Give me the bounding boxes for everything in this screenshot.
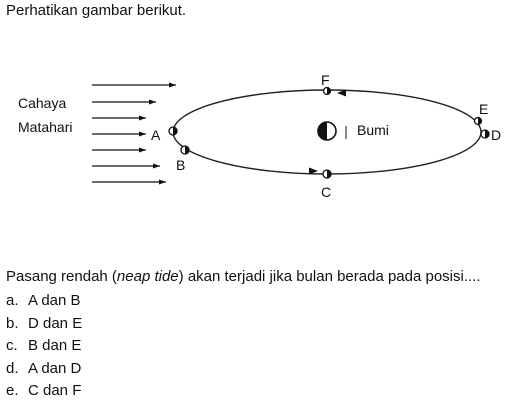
position-b-label: B	[176, 157, 186, 173]
moon-position-b	[181, 146, 189, 154]
option-e[interactable]	[6, 382, 82, 405]
earth-label: Bumi	[357, 122, 389, 138]
position-a-label: A	[151, 127, 161, 143]
option-a[interactable]	[6, 292, 82, 315]
moon-position-f	[324, 88, 331, 95]
intro-text: Perhatikan gambar berikut.	[6, 2, 187, 19]
option-letter: c.	[6, 337, 18, 354]
question-suffix: ) akan terjadi jika bulan berada pada posisi....	[178, 268, 481, 285]
moon-orbit-figure	[0, 60, 523, 210]
answer-options	[6, 292, 82, 405]
question-term: neap tide	[116, 268, 179, 285]
moon-position-c	[323, 170, 331, 178]
option-d[interactable]	[6, 360, 82, 383]
option-text: D dan E	[28, 314, 83, 332]
option-c[interactable]	[6, 337, 82, 360]
position-d-label: D	[491, 127, 502, 143]
moon-position-a	[169, 127, 177, 135]
option-text: B dan E	[28, 337, 82, 354]
option-text: C dan F	[28, 382, 82, 399]
option-letter: b.	[6, 314, 19, 332]
option-b[interactable]	[6, 315, 82, 338]
moon-position-e	[475, 118, 482, 125]
sunlight-label-line1: Cahaya	[18, 95, 67, 111]
question-prefix: Pasang rendah (	[6, 268, 117, 285]
position-e-label: E	[479, 101, 489, 117]
option-text: A dan B	[28, 292, 81, 309]
option-letter: d.	[6, 359, 19, 377]
sunlight-arrows	[92, 85, 176, 182]
option-letter: e.	[6, 382, 19, 399]
sunlight-label-line2: Matahari	[18, 119, 73, 135]
option-text: A dan D	[28, 359, 82, 377]
moon-position-d	[481, 130, 489, 138]
option-letter: a.	[6, 292, 19, 309]
position-f-label: F	[321, 72, 330, 88]
question-text	[6, 268, 481, 286]
earth-icon	[318, 122, 336, 140]
position-c-label: C	[321, 184, 332, 200]
